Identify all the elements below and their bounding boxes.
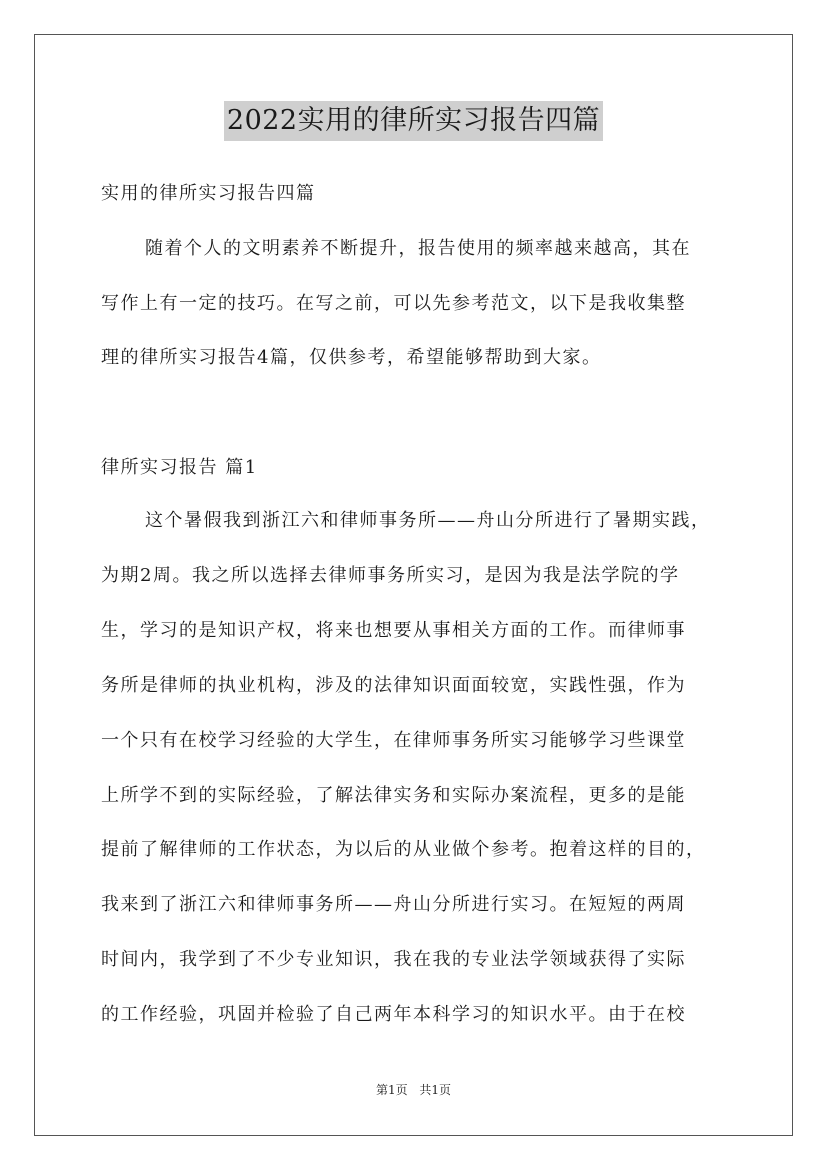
- intro-line: 理的律所实习报告4篇，仅供参考，希望能够帮助到大家。: [101, 347, 602, 368]
- body-line: 务所是律师的执业机构，涉及的法律知识面面较宽，实践性强，作为: [101, 675, 686, 696]
- body-line: 时间内，我学到了不少专业知识，我在我的专业法学领域获得了实际: [101, 949, 686, 970]
- page-footer: [0, 1082, 827, 1098]
- body-line: 我来到了浙江六和律师事务所——舟山分所进行实习。在短短的两周: [101, 894, 686, 915]
- page-total: 共1页: [419, 1083, 452, 1097]
- body-line: 生，学习的是知识产权，将来也想要从事相关方面的工作。而律师事: [101, 620, 686, 641]
- document-title: 2022实用的律所实习报告四篇: [224, 101, 603, 141]
- intro-line: 随着个人的文明素养不断提升，报告使用的频率越来越高，其在: [145, 238, 691, 259]
- body-line: 这个暑假我到浙江六和律师事务所——舟山分所进行了暑期实践，: [145, 510, 711, 531]
- body-line: 为期2周。我之所以选择去律师事务所实习，是因为我是法学院的学: [101, 565, 680, 586]
- title-container: [0, 101, 827, 141]
- page-number: 第1页: [375, 1083, 408, 1097]
- body-line: 上所学不到的实际经验，了解法律实务和实际办案流程，更多的是能: [101, 785, 686, 806]
- document-subtitle: 实用的律所实习报告四篇: [101, 183, 316, 204]
- intro-line: 写作上有一定的技巧。在写之前，可以先参考范文，以下是我收集整: [101, 293, 686, 314]
- body-line: 的工作经验，巩固并检验了自己两年本科学习的知识水平。由于在校: [101, 1004, 686, 1025]
- section-heading: 律所实习报告 篇1: [101, 457, 258, 478]
- body-line: 一个只有在校学习经验的大学生，在律师事务所实习能够学习些课堂: [101, 730, 686, 751]
- body-line: 提前了解律师的工作状态，为以后的从业做个参考。抱着这样的目的，: [101, 839, 706, 860]
